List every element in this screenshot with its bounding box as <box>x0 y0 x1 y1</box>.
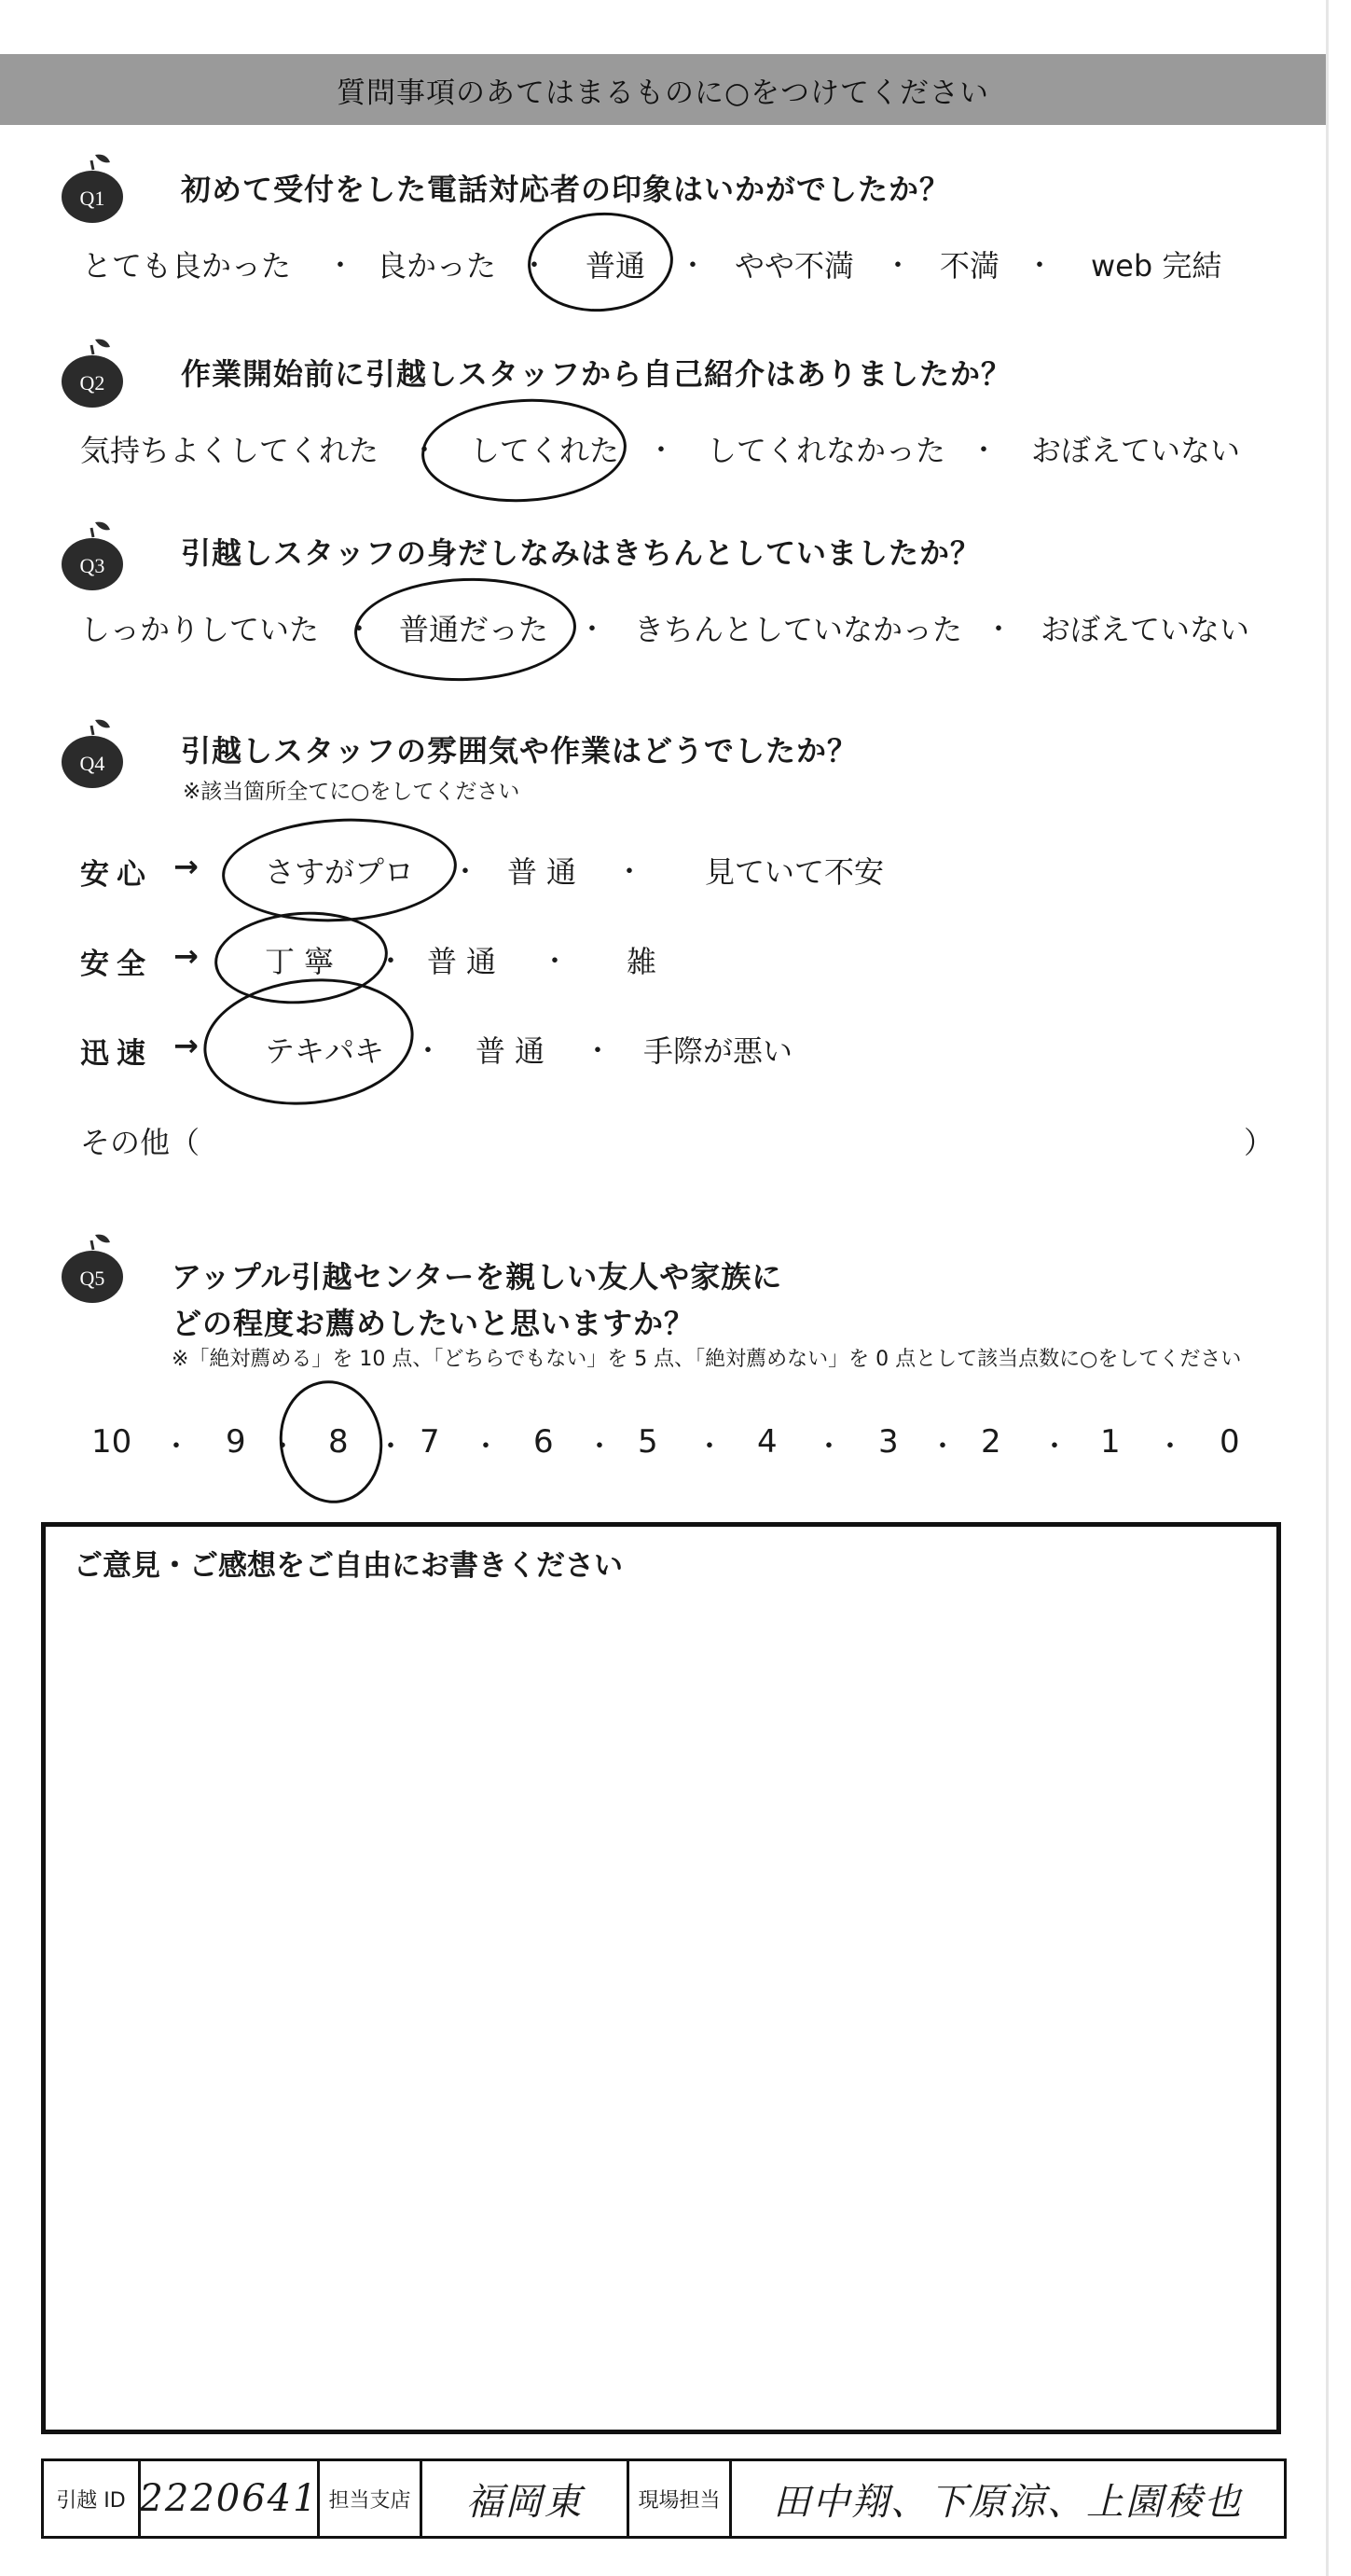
q4-row1-option-3[interactable]: 見ていて不安 <box>705 854 885 890</box>
separator-dot: ・ <box>586 1431 613 1463</box>
q4-row2-option-3[interactable]: 雑 <box>627 944 657 979</box>
separator-dot: ・ <box>929 1431 957 1463</box>
q2-option-2[interactable]: してくれた <box>470 433 620 468</box>
q5-score-1[interactable]: 1 <box>1100 1423 1121 1461</box>
q3-apple-badge-icon <box>58 519 127 593</box>
separator-dot: ・ <box>410 435 438 467</box>
q3-badge-label: Q3 <box>79 554 105 577</box>
q5-question-line-2: どの程度お薦めしたいと思いますか？ <box>172 1306 696 1341</box>
separator-dot: ・ <box>615 856 643 889</box>
separator-dot: ・ <box>970 435 998 467</box>
q1-option-1[interactable]: とても良かった <box>82 248 292 284</box>
separator-dot: ・ <box>584 1035 612 1068</box>
q3-option-3[interactable]: きちんとしていなかった <box>634 612 963 647</box>
q4-row-label-jinsoku: 迅速 <box>80 1037 153 1071</box>
right-arrow-icon: → <box>173 849 199 884</box>
q5-score-0[interactable]: 0 <box>1220 1423 1240 1461</box>
page-edge <box>1326 0 1329 2576</box>
q5-score-2[interactable]: 2 <box>981 1423 1001 1461</box>
separator-dot: ・ <box>472 1431 500 1463</box>
q1-option-3[interactable]: 普通 <box>586 248 646 284</box>
q4-row3-option-1[interactable]: テキパキ <box>265 1033 385 1069</box>
q4-other-label: その他（ <box>80 1125 200 1160</box>
footer-id-value-cell <box>141 2461 320 2536</box>
footer-staff-label-cell <box>629 2461 732 2536</box>
footer-branch-label: 担当支店 <box>328 2488 411 2513</box>
q1-apple-badge-icon <box>58 151 127 226</box>
q4-row2-option-2[interactable]: 普通 <box>427 944 506 979</box>
q2-option-1[interactable]: 気持ちよくしてくれた <box>80 433 379 468</box>
q1-option-4[interactable]: やや不満 <box>735 248 855 284</box>
q4-row1-option-1[interactable]: さすがプロ <box>265 854 415 890</box>
q5-score-9[interactable]: 9 <box>226 1423 246 1461</box>
separator-dot: ・ <box>414 1035 442 1068</box>
q4-row-label-anzen: 安全 <box>80 948 153 981</box>
q2-question: 作業開始前に引越しスタッフから自己紹介はありましたか？ <box>181 356 1013 392</box>
q4-row-label-anshin: 安心 <box>80 858 153 892</box>
footer-staff-label: 現場担当 <box>638 2488 721 2513</box>
footer-branch-value: 福岡東 <box>465 2480 584 2524</box>
q5-score-5[interactable]: 5 <box>638 1423 658 1461</box>
q1-option-2[interactable]: 良かった <box>377 248 497 284</box>
separator-dot: ・ <box>696 1431 724 1463</box>
q3-question: 引越しスタッフの身だしなみはきちんとしていましたか？ <box>181 535 982 571</box>
separator-dot: ・ <box>520 250 548 283</box>
q5-score-4[interactable]: 4 <box>757 1423 778 1461</box>
separator-dot: ・ <box>985 614 1013 646</box>
q1-option-6[interactable]: web 完結 <box>1091 248 1222 284</box>
q4-apple-badge-icon <box>58 716 127 791</box>
q5-note: ※「絶対薦める」を 10 点、「どちらでもない」を 5 点、「絶対薦めない」を 0 点として該当点数に○をしてください <box>172 1348 1242 1371</box>
footer-branch-label-cell <box>320 2461 422 2536</box>
footer-branch-value-cell <box>422 2461 629 2536</box>
separator-dot: ・ <box>377 1431 405 1463</box>
q5-score-10[interactable]: 10 <box>91 1423 132 1461</box>
separator-dot: ・ <box>326 250 354 283</box>
q1-badge-label: Q1 <box>79 187 105 210</box>
footer-staff-value-cell <box>732 2461 1284 2536</box>
q4-row3-option-2[interactable]: 普通 <box>476 1033 555 1069</box>
right-arrow-icon: → <box>173 938 199 974</box>
q3-option-4[interactable]: おぼえていない <box>1041 612 1250 647</box>
separator-dot: ・ <box>884 250 912 283</box>
separator-dot: ・ <box>647 435 675 467</box>
q5-question-line-1: アップル引越センターを親しい友人や家族に <box>172 1259 783 1295</box>
q2-apple-badge-icon <box>58 336 127 410</box>
q5-score-8[interactable]: 8 <box>328 1423 349 1461</box>
separator-dot: ・ <box>815 1431 843 1463</box>
q3-option-1[interactable]: しっかりしていた <box>80 612 320 647</box>
q4-row3-option-3[interactable]: 手際が悪い <box>643 1033 793 1069</box>
q1-option-5[interactable]: 不満 <box>940 248 1000 284</box>
separator-dot: ・ <box>1026 250 1054 283</box>
separator-dot: ・ <box>451 856 479 889</box>
q1-question: 初めて受付をした電話対応者の印象はいかがでしたか？ <box>181 172 951 207</box>
separator-dot: ・ <box>679 250 707 283</box>
separator-dot: ・ <box>578 614 606 646</box>
q4-note: ※該当箇所全てに○をしてください <box>183 780 520 804</box>
separator-dot: ・ <box>377 946 405 978</box>
q5-badge-label: Q5 <box>79 1267 105 1290</box>
q4-row1-option-2[interactable]: 普通 <box>507 854 586 890</box>
q5-score-7[interactable]: 7 <box>420 1423 440 1461</box>
separator-dot: ・ <box>1156 1431 1184 1463</box>
q3-option-2[interactable]: 普通だった <box>399 612 549 647</box>
q5-score-3[interactable]: 3 <box>878 1423 899 1461</box>
footer-staff-value: 田中翔、下原涼、上園稜也 <box>773 2480 1243 2524</box>
q2-option-4[interactable]: おぼえていない <box>1031 433 1241 468</box>
separator-dot: ・ <box>269 1431 296 1463</box>
separator-dot: ・ <box>1041 1431 1068 1463</box>
q4-row2-option-1[interactable]: 丁寧 <box>265 944 344 979</box>
right-arrow-icon: → <box>173 1028 199 1063</box>
separator-dot: ・ <box>541 946 569 978</box>
footer-id-label-cell <box>44 2461 141 2536</box>
q4-question: 引越しスタッフの雰囲気や作業はどうでしたか？ <box>181 733 859 769</box>
separator-dot: ・ <box>345 614 373 646</box>
separator-dot: ・ <box>162 1431 190 1463</box>
q2-option-3[interactable]: してくれなかった <box>707 433 946 468</box>
footer-id-label: 引越 ID <box>56 2488 126 2513</box>
instruction-header <box>0 54 1326 125</box>
footer-id-value: 2220641 <box>139 2477 319 2520</box>
instruction-title: 質問事項のあてはまるものに○をつけてください <box>336 76 990 110</box>
q2-badge-label: Q2 <box>79 371 105 395</box>
q4-badge-label: Q4 <box>79 752 105 775</box>
q5-score-6[interactable]: 6 <box>533 1423 554 1461</box>
comments-title: ご意見・ご感想をご自由にお書きください <box>74 1549 623 1583</box>
comments-box[interactable] <box>41 1522 1281 2434</box>
q4-other-close: ） <box>1244 1125 1275 1160</box>
footer-info-table <box>41 2458 1287 2539</box>
q5-apple-badge-icon <box>58 1231 127 1306</box>
